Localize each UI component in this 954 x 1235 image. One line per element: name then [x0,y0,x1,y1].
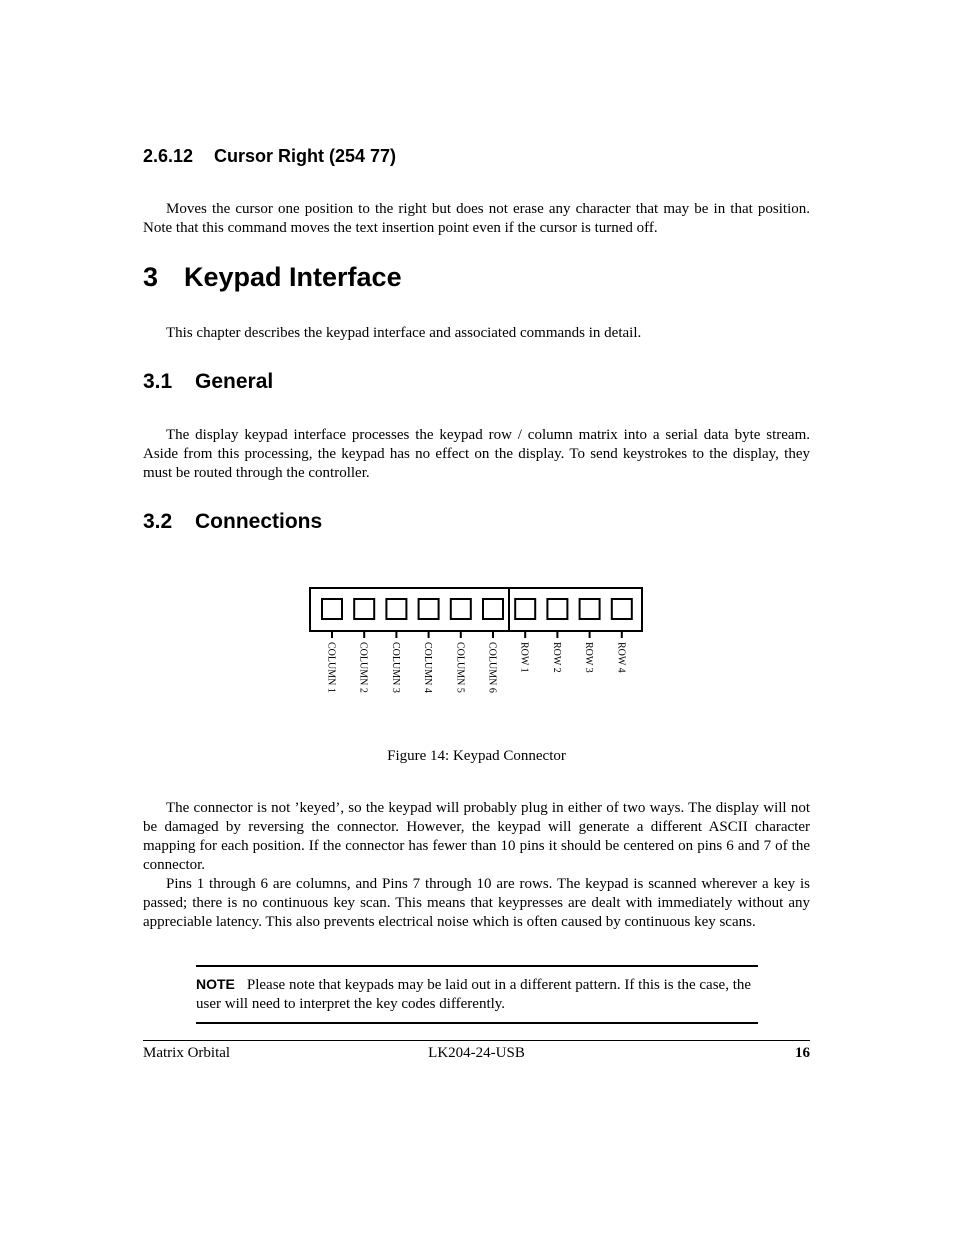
pin-square [451,599,471,619]
section-title: General [195,370,274,393]
footer-center: LK204-24-USB [428,1045,525,1061]
paragraph-general [143,426,810,483]
pin-square [322,599,342,619]
paragraph-connector-notes [143,799,810,932]
section-heading-3-2 [143,510,322,534]
paragraph-text: Moves the cursor one position to the right but does not erase any character that may be in that position. Note that this command moves the text insertion point even if the cursor is turned off. [143,201,810,236]
pin-square [580,599,600,619]
paragraph-text: This chapter describes the keypad interface and associated commands in detail. [166,325,642,341]
section-title: Connections [195,510,323,533]
pin-square [515,599,535,619]
section-number: 2.6.12 [143,146,194,166]
paragraph-chapter-intro [143,324,810,343]
section-number: 3.1 [143,370,173,393]
section-title: Cursor Right (254 77) [214,146,397,166]
pin-label: COLUMN 1 [325,642,337,693]
pin-square [354,599,374,619]
footer-left: Matrix Orbital [143,1045,231,1061]
footer-rule [143,1040,810,1041]
note-box [196,965,758,1024]
pin-square [419,599,439,619]
pin-label: COLUMN 2 [357,642,369,693]
pin-square [547,599,567,619]
pin-label: ROW 2 [550,642,562,673]
paragraph-text: Pins 1 through 6 are columns, and Pins 7 through 10 are rows. The keypad is scanned wherever a key is passed; there is no continuous key scan. This means that keypresses are dealt with immediately without any appreciable latency. This also prevents electrical noise which is often caused by continuous key scans. [143,876,810,930]
section-heading-3-1 [143,370,273,394]
footer-page-number: 16 [795,1045,810,1061]
keypad-connector-figure [300,580,660,710]
section-number: 3.2 [143,510,173,533]
pin-square [483,599,503,619]
figure-caption: Figure 14: Keypad Connector [387,748,566,764]
chapter-heading [143,262,402,293]
chapter-number: 3 [143,262,159,292]
pin-square [612,599,632,619]
note-label: NOTE [196,976,235,992]
pin-label: COLUMN 4 [422,642,434,693]
pin-label: ROW 4 [615,642,627,673]
paragraph-cursor-right [143,200,810,238]
chapter-title: Keypad Interface [184,262,402,292]
paragraph-text: The display keypad interface processes the keypad row / column matrix into a serial data byte stream. Aside from this processing, the keypad has no effect on the display. To send keystrokes to the display, they must be routed through the controller. [143,427,810,481]
paragraph-text: The connector is not ’keyed’, so the keypad will probably plug in either of two ways. The display will not be damaged by reversing the connector. However, the keypad will generate a different ASCII character mapping for each position. If the connector has fewer than 10 pins it should be centered on pins 6 and 7 of the connector. [143,800,810,873]
connector-outline [310,588,642,631]
pin-label: ROW 1 [518,642,530,673]
pin-square [386,599,406,619]
pin-label: COLUMN 5 [454,642,466,693]
pin-label: COLUMN 3 [389,642,401,693]
section-heading-2-6-12 [143,146,396,167]
pin-label: ROW 3 [583,642,595,673]
note-text: Please note that keypads may be laid out in a different pattern. If this is the case, the user will need to interpret the key codes differently. [196,977,752,1012]
pin-label: COLUMN 6 [486,642,498,693]
